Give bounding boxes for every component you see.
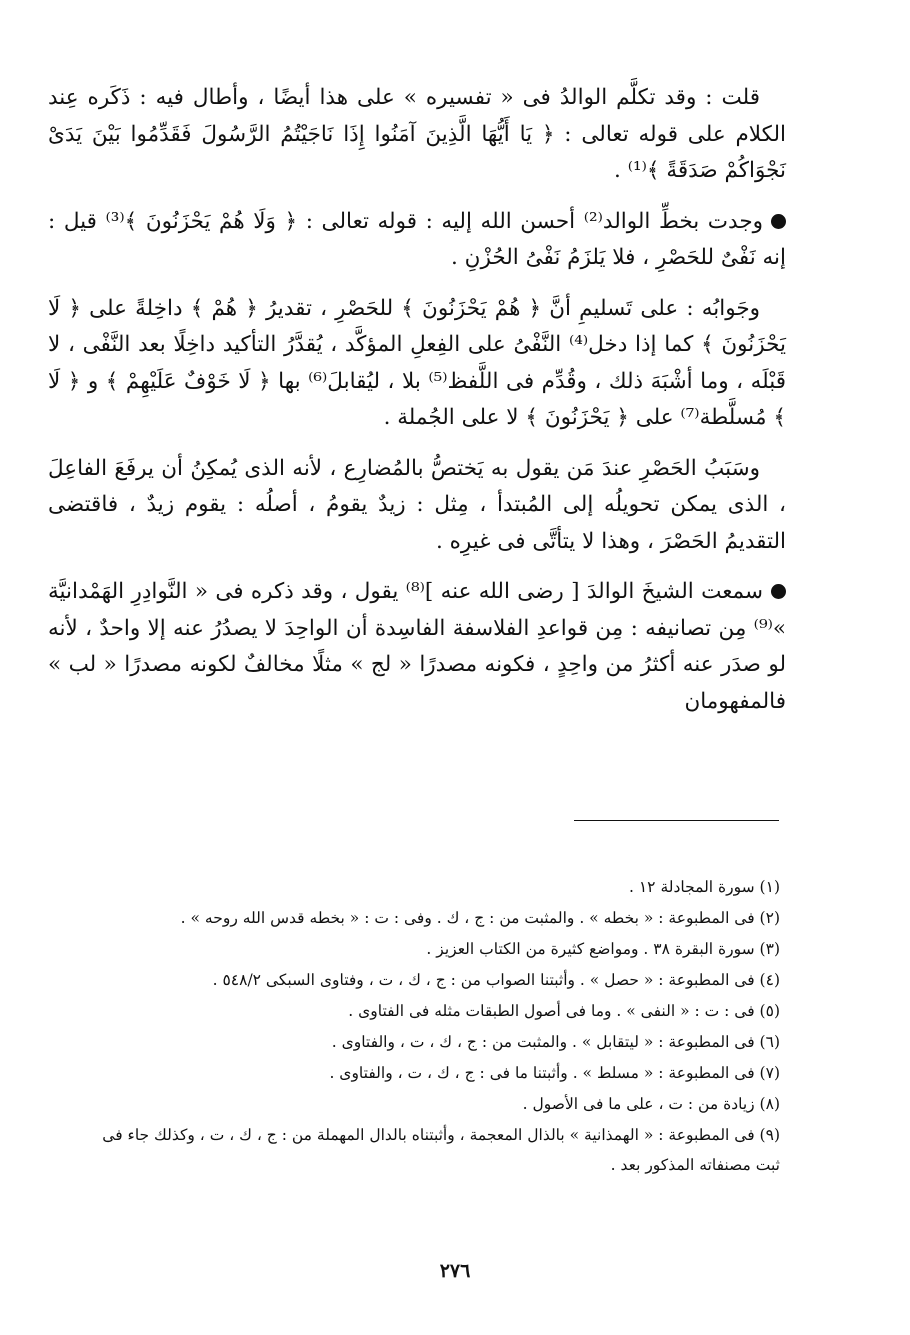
footnotes <box>90 872 780 1180</box>
paragraph-5-text: سمعت الشيخَ الوالدَ [ رضى الله عنه ]⁽⁸⁾ يقول ، وقد ذكره فى « النَّوادِرِ الهَمْدانيَّة »⁽⁹⁾ مِن تصانيفه : مِن قواعدِ الفلاسفة الفاسِدة أن الواحِدَ لا يصدُرُ عنه إلا واحدٌ ، لأنه لو صدَر عنه أكثرُ من واحِدٍ ، فكونه مصدرًا « لج » مثلًا مخالفٌ لكونه مصدرًا « لب » فالمفهومان <box>48 579 786 714</box>
footnote-5: (٥) فى : ت : « النفى » . وما فى أصول الطبقات مثله فى الفتاوى . <box>348 1002 780 1020</box>
paragraph-3: وجَوابُه : على تَسليمِ أنَّ ﴿ هُمْ يَحْزَنُونَ ﴾ للحَصْرِ ، تقديرُ ﴿ هُمْ ﴾ داخِلةً على ﴿ لَا يَحْزَنُونَ ﴾ كما إذا دخل⁽⁴⁾ النَّفْىُ على الفِعلِ المؤكَّد ، يُقدَّرُ التأكيد داخِلًا بعد النَّفْى ، لا قَبْلَه ، وما أشْبَهَ ذلك ، وقُدِّم فى اللَّفظ⁽⁵⁾ بلا ، ليُقابلَ⁽⁶⁾ بها ﴿ لَا خَوْفٌ عَلَيْهِمْ ﴾ و ﴿ لَا ﴾ مُسلَّطة⁽⁷⁾ على ﴿ يَحْزَنُونَ ﴾ لا على الجُملة . <box>48 295 786 430</box>
paragraph-4: وسَبَبُ الحَصْرِ عندَ مَن يقول به يَختصُّ بالمُضارِع ، لأنه الذى يُمكِنُ أن يرفَعَ الفاعِلَ ، الذى يمكن تحويلُه إلى المُبتدأ ، مِثل : زيدٌ يقومُ ، أصلُه : يقوم زيدٌ ، فاقتضى التقديمُ الحَصْرَ ، وهذا لا يتأتَّى فى غيرِه . <box>48 455 786 554</box>
footnote-2: (٢) فى المطبوعة : « بخطه » . والمثبت من : ج ، ك . وفى : ت : « بخطه قدس الله روحه » . <box>180 909 780 927</box>
footnote-4: (٤) فى المطبوعة : « حصل » . وأثبتنا الصواب من : ج ، ك ، ت ، وفتاوى السبكى ٥٤٨/٢ . <box>212 971 780 989</box>
page-number: ٢٧٦ <box>439 1260 471 1282</box>
main-text <box>48 80 786 734</box>
footnote-separator <box>574 820 779 821</box>
paragraph-5 <box>48 574 786 720</box>
bullet-icon <box>771 584 786 599</box>
footnote-9: (٩) فى المطبوعة : « الهمذانية » بالذال المعجمة ، وأثبتناه بالدال المهملة من : ج ، ك ، ت ، وكذلك جاء فى ثبت مصنفاته المذكور بعد . <box>102 1126 780 1174</box>
footnote-6: (٦) فى المطبوعة : « ليتقابل » . والمثبت من : ج ، ك ، ت ، والفتاوى . <box>331 1033 780 1051</box>
paragraph-1: قلت : وقد تكلَّم الوالدُ فى « تفسيره » على هذا أيضًا ، وأطال فيه : ذَكَره عِند الكلام على قوله تعالى : ﴿ يَا أَيُّهَا الَّذِينَ آمَنُوا إِذَا نَاجَيْتُمُ الرَّسُولَ فَقَدِّمُوا بَيْنَ يَدَىْ نَجْوَاكُمْ صَدَقَةً ﴾⁽¹⁾ . <box>48 85 786 183</box>
paragraph-2-text: وجدت بخطِّ الوالد⁽²⁾ أحسن الله إليه : قوله تعالى : ﴿ وَلَا هُمْ يَحْزَنُونَ ﴾⁽³⁾ قيل : إنه نَفْىٌ للحَصْرِ ، فلا يَلزَمُ نَفْىُ الحُزْنِ . <box>48 208 786 270</box>
footnote-8: (٨) زيادة من : ت ، على ما فى الأصول . <box>522 1095 780 1113</box>
bullet-icon <box>771 214 786 229</box>
footnote-7: (٧) فى المطبوعة : « مسلط » . وأثبتنا ما فى : ج ، ك ، ت ، والفتاوى . <box>329 1064 780 1082</box>
paragraph-2 <box>48 204 786 277</box>
footnote-3: (٣) سورة البقرة ٣٨ . ومواضع كثيرة من الكتاب العزيز . <box>426 940 780 958</box>
footnote-1: (١) سورة المجادلة ١٢ . <box>629 878 780 896</box>
